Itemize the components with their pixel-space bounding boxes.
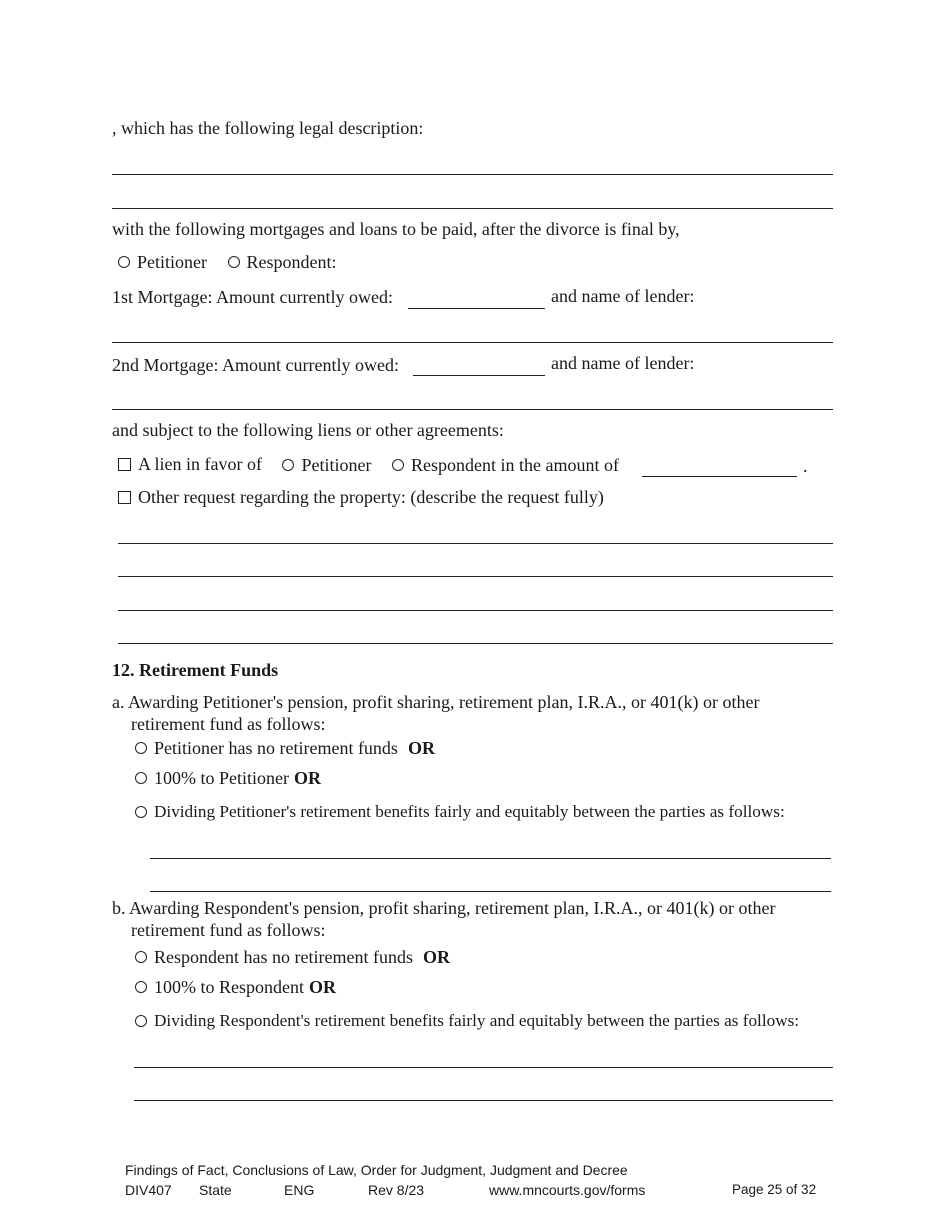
retirement-a-line1: a. Awarding Petitioner's pension, profit sharing, retirement plan, I.R.A., or 401(k) or other [112,692,760,712]
radio-icon[interactable] [135,1015,147,1027]
checkbox-icon[interactable] [118,491,131,504]
retirement-b-option-1-label: Respondent has no retirement funds [154,947,413,967]
radio-icon[interactable] [392,459,404,471]
footer-page-number: Page 25 of 32 [732,1182,817,1197]
lien-respondent-option[interactable] [392,455,619,475]
footer-jurisdiction: State [199,1182,232,1198]
other-request-option[interactable] [118,487,604,507]
legal-description-line-1[interactable] [112,174,833,175]
payer-petitioner-option[interactable] [118,252,207,272]
retirement-a-option-1-label: Petitioner has no retirement funds [154,738,398,758]
retirement-a-option-2[interactable] [135,768,321,788]
retirement-b-option-2[interactable] [135,977,336,997]
lien-row [118,454,619,475]
lien-amount-field[interactable] [642,476,797,477]
second-mortgage-amount-field[interactable] [413,375,545,376]
retirement-a-option-2-label: 100% to Petitioner [154,768,289,788]
retirement-b-option-1[interactable] [135,947,450,967]
or-label: OR [309,977,336,997]
radio-icon[interactable] [135,981,147,993]
retirement-a-line-2[interactable] [150,891,831,892]
first-mortgage-lender-label: and name of lender: [551,286,695,306]
first-mortgage-amount-field[interactable] [408,308,545,309]
other-request-line-4[interactable] [118,643,833,644]
lien-label: A lien in favor of [138,454,262,474]
retirement-a-option-3[interactable] [135,802,785,823]
legal-description-line-2[interactable] [112,208,833,209]
lien-checkbox-option[interactable] [118,454,262,474]
or-label: OR [422,947,450,967]
radio-icon[interactable] [135,772,147,784]
or-label: OR [407,738,435,758]
second-mortgage-lender-field[interactable] [112,409,833,410]
footer-url[interactable]: www.mncourts.gov/forms [489,1182,646,1198]
retirement-a-line-1[interactable] [150,858,831,859]
mortgages-intro: with the following mortgages and loans to be paid, after the divorce is final by, [112,219,680,239]
payer-petitioner-label: Petitioner [137,252,207,272]
radio-icon[interactable] [135,742,147,754]
other-request-line-1[interactable] [118,543,833,544]
payer-respondent-option[interactable] [228,252,337,272]
liens-intro: and subject to the following liens or other agreements: [112,420,504,440]
other-request-row [118,487,604,508]
footer-language: ENG [284,1182,315,1198]
radio-icon[interactable] [118,256,130,268]
retirement-b-option-3[interactable] [135,1011,799,1032]
lien-petitioner-option[interactable] [282,455,371,475]
retirement-b-line-1[interactable] [134,1067,833,1068]
checkbox-icon[interactable] [118,458,131,471]
lien-petitioner-label: Petitioner [301,454,372,475]
lien-period: . [803,456,808,476]
retirement-b-option-3-label: Dividing Respondent's retirement benefits fairly and equitably between the parties as follows: [154,1011,800,1030]
first-mortgage-lender-field[interactable] [112,342,833,343]
retirement-b-line2: retirement fund as follows: [131,920,326,940]
other-request-label: Other request regarding the property: (describe the request fully) [138,487,604,507]
retirement-b-line-2[interactable] [134,1100,833,1101]
retirement-heading: 12. Retirement Funds [112,660,279,680]
legal-description-intro: , which has the following legal description: [112,118,424,138]
second-mortgage-label: 2nd Mortgage: Amount currently owed: [112,355,399,375]
first-mortgage-label: 1st Mortgage: Amount currently owed: [112,287,393,307]
or-label: OR [293,768,321,788]
retirement-b-option-2-label: 100% to Respondent [154,977,304,997]
footer-title: Findings of Fact, Conclusions of Law, Order for Judgment, Judgment and Decree [125,1162,628,1178]
retirement-a-option-1[interactable] [135,738,435,758]
radio-icon[interactable] [228,256,240,268]
retirement-a-line2: retirement fund as follows: [131,714,326,734]
lien-respondent-label: Respondent in the amount of [410,454,619,475]
payer-options [118,252,337,272]
footer-form-id: DIV407 [125,1182,172,1198]
radio-icon[interactable] [135,806,147,818]
footer-revision: Rev 8/23 [368,1182,425,1198]
radio-icon[interactable] [282,459,294,471]
second-mortgage-lender-label: and name of lender: [551,353,695,373]
other-request-line-2[interactable] [118,576,833,577]
payer-respondent-label: Respondent: [246,252,337,272]
retirement-b-line1: b. Awarding Respondent's pension, profit sharing, retirement plan, I.R.A., or 401(k) or other [112,898,776,918]
retirement-a-option-3-label: Dividing Petitioner's retirement benefits fairly and equitably between the parties as follows: [154,802,785,821]
other-request-line-3[interactable] [118,610,833,611]
radio-icon[interactable] [135,951,147,963]
